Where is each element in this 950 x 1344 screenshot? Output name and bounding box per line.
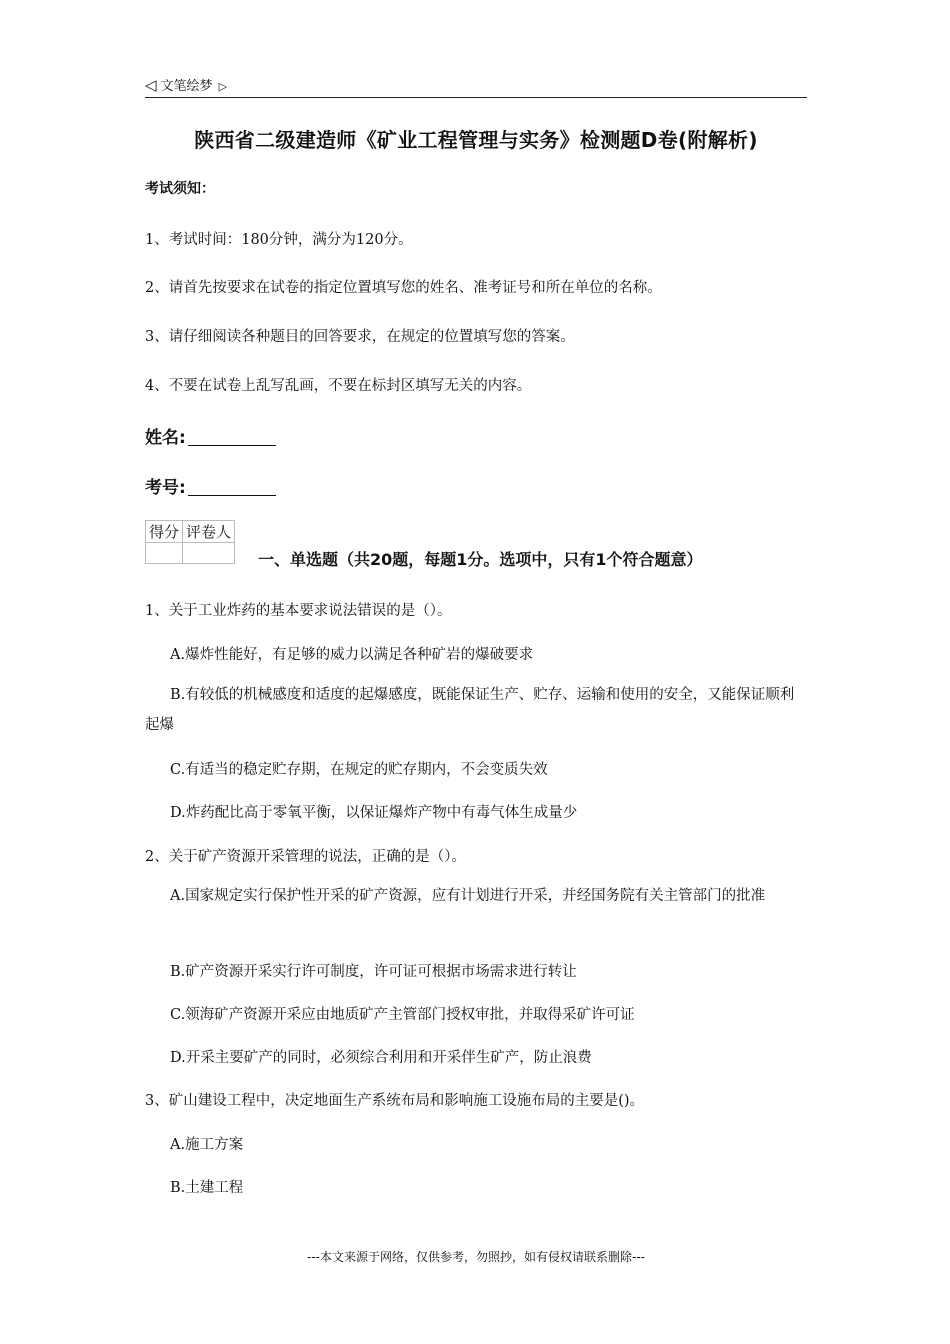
- section-title: 一、单选题（共20题，每题1分。选项中，只有1个符合题意）: [258, 550, 703, 569]
- notice-heading: 考试须知：: [145, 181, 215, 197]
- question-stem: 1、关于工业炸药的基本要求说法错误的是（）。: [145, 603, 452, 619]
- document-header: [145, 75, 227, 94]
- notice-item: 2、请首先按要求在试卷的指定位置填写您的姓名、准考证号和所在单位的名称。: [145, 280, 662, 296]
- question-option: A.爆炸性能好，有足够的威力以满足各种矿岩的爆破要求: [170, 647, 534, 663]
- brand-label: 文笔绘梦: [160, 79, 213, 94]
- question-option: A.国家规定实行保护性开采的矿产资源，应有计划进行开采，并经国务院有关主管部门的批准: [170, 888, 766, 904]
- header-rule: [145, 97, 807, 98]
- question-option: C.有适当的稳定贮存期，在规定的贮存期内，不会变质失效: [170, 762, 548, 778]
- triangle-left-icon: ◁: [145, 76, 157, 94]
- notice-item: 1、考试时间：180分钟，满分为120分。: [145, 232, 413, 248]
- question-stem: 3、矿山建设工程中，决定地面生产系统布局和影响施工设施布局的主要是()。: [145, 1093, 645, 1109]
- notice-item: 3、请仔细阅读各种题目的回答要求，在规定的位置填写您的答案。: [145, 329, 575, 345]
- question-option: B.有较低的机械感度和适度的起爆感度，既能保证生产、贮存、运输和使用的安全，又能保证顺利起爆: [145, 687, 795, 733]
- name-field: [145, 423, 276, 448]
- id-label: 考号:: [145, 478, 186, 498]
- score-header: 得分: [146, 521, 183, 543]
- question-option: B.矿产资源开采实行许可制度，许可证可根据市场需求进行转让: [170, 964, 577, 980]
- triangle-right-icon: ▷: [218, 80, 228, 93]
- question-option: A.施工方案: [170, 1137, 244, 1153]
- grader-header: 评卷人: [183, 521, 235, 543]
- id-field: [145, 473, 276, 498]
- id-blank[interactable]: [188, 477, 276, 496]
- notice-item: 4、不要在试卷上乱写乱画，不要在标封区填写无关的内容。: [145, 378, 532, 394]
- score-table: [145, 520, 235, 564]
- footer-disclaimer: ---本文来源于网络，仅供参考，勿照抄，如有侵权请联系删除---: [307, 1250, 645, 1264]
- grader-cell[interactable]: [183, 543, 235, 564]
- question-option: D.开采主要矿产的同时，必须综合利用和开采伴生矿产，防止浪费: [170, 1050, 592, 1066]
- document-title: 陕西省二级建造师《矿业工程管理与实务》检测题D卷(附解析): [194, 128, 758, 152]
- question-option: D.炸药配比高于零氧平衡，以保证爆炸产物中有毒气体生成量少: [170, 805, 578, 821]
- name-label: 姓名:: [145, 428, 186, 448]
- question-option: C.领海矿产资源开采应由地质矿产主管部门授权审批，并取得采矿许可证: [170, 1007, 635, 1023]
- score-cell[interactable]: [146, 543, 183, 564]
- question-option: B.土建工程: [170, 1180, 244, 1196]
- name-blank[interactable]: [188, 427, 276, 446]
- question-stem: 2、关于矿产资源开采管理的说法，正确的是（）。: [145, 849, 466, 865]
